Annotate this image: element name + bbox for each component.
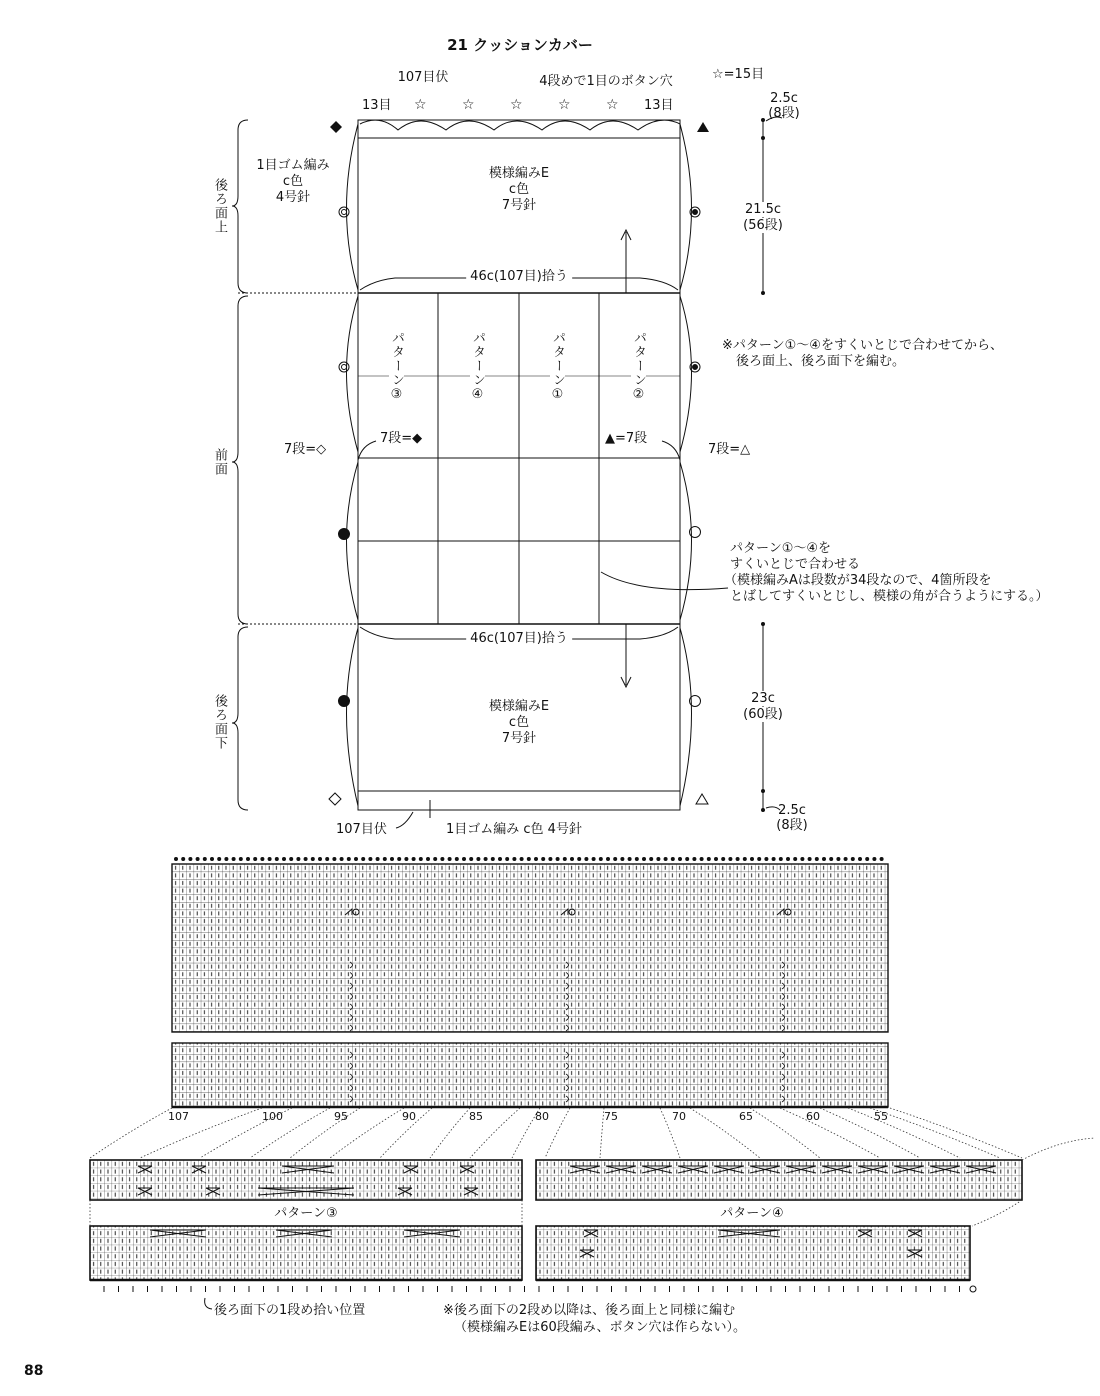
bind-off-dot [584,857,588,861]
bind-off-dot [210,857,214,861]
bind-off-dot [275,857,279,861]
bind-off-dot [779,857,783,861]
pattern-4-label: パターン④ [470,331,485,403]
chart-tick: 70 [672,1110,686,1123]
upper-body-label-1: 模様編みE [488,166,550,181]
bind-off-dot [707,857,711,861]
section-front: 前面 [212,448,227,476]
section-back-upper: 後ろ面上 [212,178,227,234]
bind-off-dot [649,857,653,861]
bind-off-dot [757,857,761,861]
bind-off-dot [368,857,372,861]
bind-off-dot [340,857,344,861]
bottom-rib-label: 1目ゴム編み c色 4号針 [446,822,582,837]
chart-top-block [172,864,888,1032]
bind-off-dot [548,857,552,861]
open-diamond-mark [329,793,341,805]
rib-upper-label-3: 4号針 [275,190,311,205]
bind-off-dot [397,857,401,861]
bind-off-dot [829,857,833,861]
bind-off-dot [419,857,423,861]
pattern-2-label: パターン② [631,331,646,403]
bind-off-dot [296,857,300,861]
rib-upper-label-1: 1目ゴム編み [256,158,330,173]
bind-off-dot [390,857,394,861]
bind-off-dot [181,857,185,861]
star-mark: ☆ [462,97,475,113]
connector-line [820,1108,920,1158]
lower-body-label-1: 模様編みE [488,699,550,714]
filled-triangle-mark [697,122,709,132]
page-title: 21 クッションカバー [447,36,593,54]
pickup-upper-label: 46c(107目)拾う [466,269,572,284]
chart-tick: 75 [604,1110,618,1123]
bind-off-dot [671,857,675,861]
bind-off-dot [455,857,459,861]
bind-off-dot [656,857,660,861]
bind-off-dot [246,857,250,861]
bind-off-dot [404,857,408,861]
chart-tick: 80 [535,1110,549,1123]
dim-upper-1: 21.5c [744,202,782,217]
bind-off-dot [815,857,819,861]
bind-off-dot [563,857,567,861]
chart-tick: 85 [469,1110,483,1123]
bind-off-dot [772,857,776,861]
bind-off-dot [664,857,668,861]
bind-off-dot [268,857,272,861]
bottom-note-2: （模様編みEは60段編み、ボタン穴は作らない）。 [454,1320,747,1335]
bind-off-dot [498,857,502,861]
bind-off-dot [858,857,862,861]
bind-off-dot [318,857,322,861]
lower-body-label-3: 7号針 [501,731,537,746]
bind-off-dot [592,857,596,861]
bind-off-dot [491,857,495,861]
bind-off-dot [462,857,466,861]
lower-body-label-2: c色 [508,715,530,730]
connector-line [1022,1138,1095,1160]
bind-off-dot [865,857,869,861]
bind-off-dot [311,857,315,861]
bind-off-dot [282,857,286,861]
bind-off-dot [800,857,804,861]
connector-line [290,1108,360,1158]
bind-off-dot [376,857,380,861]
seam-note-2: すくいとじで合わせる [730,557,861,572]
bind-off-dot [433,857,437,861]
bind-off-dot [577,857,581,861]
chart-pattern-3-label: パターン③ [270,1206,341,1221]
bind-off-dot [224,857,228,861]
bind-off-dot [476,857,480,861]
pickup-lower-label: 46c(107目)拾う [466,631,572,646]
bind-off-dot [851,857,855,861]
bind-off-dot [505,857,509,861]
bind-off-dot [628,857,632,861]
join-note-2: 後ろ面上、後ろ面下を編む。 [736,354,906,369]
star-mark: ☆ [558,97,571,113]
bind-off-dot [448,857,452,861]
bind-off-dot [203,857,207,861]
bind-off-dot [196,857,200,861]
connector-line [972,1200,1022,1226]
bind-off-dot [188,857,192,861]
bind-off-dot [332,857,336,861]
connector-line [848,1108,960,1158]
bind-off-dot [541,857,545,861]
bind-off-dot [440,857,444,861]
bind-off-dot [808,857,812,861]
seam-note-3: （模様編みAは段数が34段なので、4箇所段を [724,573,992,588]
star-mark: ☆ [414,97,427,113]
bind-off-dot [232,857,236,861]
chart-tick: 100 [262,1110,283,1123]
chart-tick: 107 [168,1110,189,1123]
section-back-lower: 後ろ面下 [212,694,227,750]
dim-top-rib-2: (8段) [768,106,800,121]
bind-off-dot [260,857,264,861]
bind-off-dot [620,857,624,861]
join-note-1: ※パターン①～④をすくいとじで合わせてから、 [722,338,1003,353]
bind-off-dot [527,857,531,861]
pattern-1-label: パターン① [550,331,565,403]
bind-off-dot [354,857,358,861]
star-mark: ☆ [606,97,619,113]
bind-off-dot [786,857,790,861]
bind-off-dot [239,857,243,861]
bind-off-dot [347,857,351,861]
bind-off-dot [253,857,257,861]
dim-upper-2: (56段) [743,218,783,233]
bind-off-dot [289,857,293,861]
bind-off-dot [512,857,516,861]
right-row-mark: 7段=△ [708,442,751,457]
bind-off-dot [606,857,610,861]
bind-off-dot [872,857,876,861]
bind-off-dot [685,857,689,861]
bind-off-dot [426,857,430,861]
dim-lower-1: 23c [751,691,775,706]
edge-left-count: 13目 [362,98,392,113]
bind-off-dot [217,857,221,861]
bind-off-dot [764,857,768,861]
connector-line [870,1108,1000,1158]
bind-off-dot [836,857,840,861]
bind-off-dot [304,857,308,861]
bind-off-dot [484,857,488,861]
bind-off-dot [412,857,416,861]
bind-off-dot [750,857,754,861]
buttonhole-label: 4段めで1目のボタン穴 [539,74,673,89]
right-inner-mark: ▲=7段 [605,431,648,446]
chart-rib-block [172,1043,888,1107]
star-note: ☆=15目 [712,67,765,82]
chart-tick: 65 [739,1110,753,1123]
upper-body-label-2: c色 [508,182,530,197]
upper-body-label-3: 7号針 [501,198,537,213]
bind-off-dot [599,857,603,861]
dim-top-rib-1: 2.5c [770,91,798,106]
connector-line [140,1108,262,1158]
bind-off-dot [822,857,826,861]
chart-pattern-4-label: パターン④ [716,1206,787,1221]
chart-tick: 55 [874,1110,888,1123]
dim-bottom-rib-1: 2.5c [778,803,806,818]
bind-off-dot [642,857,646,861]
bind-off-dot [570,857,574,861]
chart-tick: 90 [402,1110,416,1123]
bind-off-dot [844,857,848,861]
filled-diamond-mark [330,121,342,133]
bind-off-dot [736,857,740,861]
bind-off-dot [880,857,884,861]
bind-off-dot [635,857,639,861]
dim-bottom-rib-2: (8段) [776,818,808,833]
seam-note-4: とばしてすくいとじし、模様の角が合うようにする。） [730,589,1049,604]
bind-off-dot [174,857,178,861]
bind-off-dot [692,857,696,861]
bind-off-dot [721,857,725,861]
bind-off-dot [793,857,797,861]
connector-line [780,1108,880,1158]
bind-off-dot [520,857,524,861]
bind-off-dot [714,857,718,861]
pattern-3-label: パターン③ [389,331,404,403]
bind-off-dot [678,857,682,861]
pickup-position-note: 後ろ面下の1段め拾い位置 [214,1303,366,1318]
star-mark: ☆ [510,97,523,113]
bind-off-dot [383,857,387,861]
open-triangle-mark [696,794,708,804]
left-row-mark: 7段=◇ [284,442,327,457]
dim-lower-2: (60段) [743,707,783,722]
bind-off-dot [613,857,617,861]
bind-off-dot [534,857,538,861]
bind-off-dot [325,857,329,861]
left-inner-mark: 7段=◆ [380,431,423,446]
bind-off-dot [700,857,704,861]
bind-off-dot [361,857,365,861]
rib-upper-label-2: c色 [282,174,304,189]
connector-line [890,1108,1022,1158]
bottom-note-1: ※後ろ面下の2段め以降は、後ろ面上と同様に編む [443,1303,736,1318]
seam-note-1: パターン①～④を [730,541,832,556]
page-number: 88 [24,1363,44,1379]
chart-tick: 60 [806,1110,820,1123]
bind-off-dot [728,857,732,861]
bind-off-label: 107目伏 [397,70,449,85]
connector-line [90,1108,172,1158]
bind-off-dot [469,857,473,861]
connector-line [430,1108,470,1158]
chart-tick: 95 [334,1110,348,1123]
edge-right-count: 13目 [644,98,674,113]
bottom-bind-off-label: 107目伏 [336,822,387,837]
bind-off-dot [743,857,747,861]
bind-off-dot [556,857,560,861]
